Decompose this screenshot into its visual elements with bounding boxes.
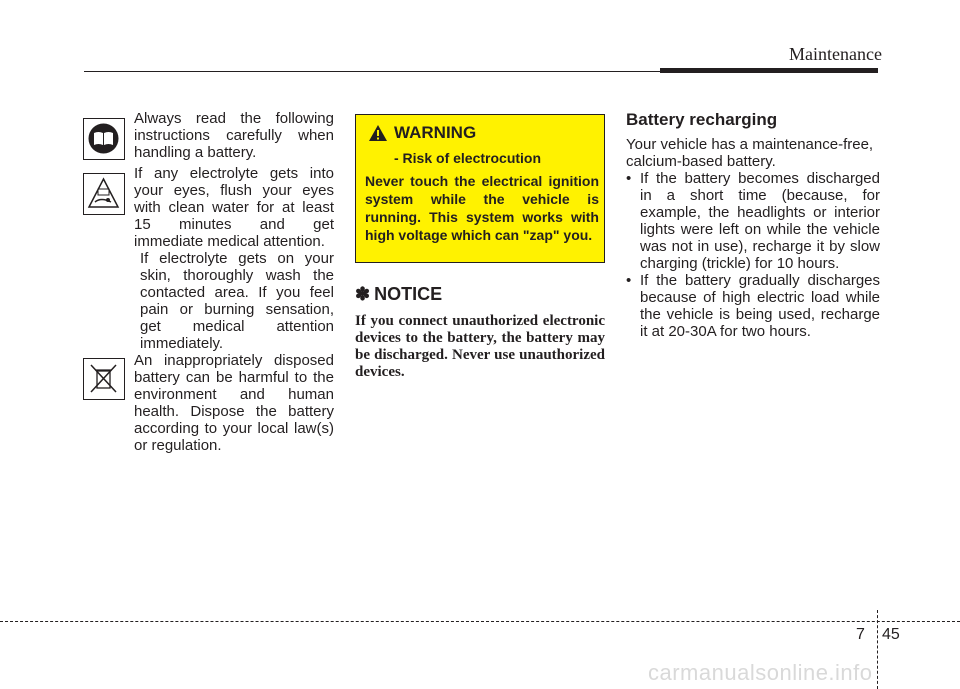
- eye-contact-text: If any electrolyte gets into your eyes, flush your eyes with clean water for at least 15 minutes and get immediate medical attention.: [134, 165, 334, 250]
- warning-header: [368, 123, 476, 143]
- watermark: carmanualsonline.info: [648, 660, 873, 685]
- list-item-text: If the battery gradually discharges because of high electric load while the vehicle is being used, recharge it at 20-30A for two hours.: [640, 272, 880, 340]
- warning-triangle-icon: [368, 124, 388, 142]
- header-rule: [84, 71, 664, 72]
- header-title: Maintenance: [789, 44, 882, 64]
- warning-body: Never touch the electrical ignition system while the vehicle is running. This system works with high voltage which can "zap" you.: [365, 173, 599, 243]
- list-item: [626, 272, 880, 340]
- disposal-text: An inappropriately disposed battery can be harmful to the environment and human health. Dispose the battery according to your local law(s) or regulation.: [134, 352, 334, 454]
- warning-box: [355, 114, 605, 263]
- footer-rule: [0, 621, 960, 622]
- notice-body: If you connect unauthorized electronic devices to the battery, the battery may be discharged. Never use unauthorized devices.: [355, 313, 605, 380]
- read-manual-icon: [83, 118, 125, 160]
- notice-title: NOTICE: [374, 284, 443, 304]
- chapter-number: 7: [856, 626, 865, 643]
- section-title: Battery recharging: [626, 110, 778, 129]
- list-item: [626, 170, 880, 272]
- instruction-read-text: Always read the following instructions carefully when handling a battery.: [134, 110, 334, 161]
- crossed-bin-icon: [83, 358, 125, 400]
- footer-divider: [877, 610, 878, 689]
- skin-contact-text: If electrolyte gets on your skin, thoroughly wash the contacted area. If you feel pain or burning sensation, get medical attention immediately.: [140, 250, 334, 352]
- list-item-text: If the battery becomes discharged in a short time (because, for example, the headlights or interior lights were left on while the vehicle was not in use), recharge it by slow charging (trickle) for 10 hours.: [640, 170, 880, 272]
- section-intro: Your vehicle has a maintenance-free, calcium-based battery.: [626, 136, 874, 170]
- notice-header: [355, 284, 442, 305]
- bullet-dot: •: [626, 170, 632, 187]
- page-number: 45: [882, 626, 900, 643]
- bullet-dot: •: [626, 272, 632, 289]
- warning-subtitle: - Risk of electrocution: [394, 150, 542, 166]
- electrolyte-hazard-icon: [83, 173, 125, 215]
- warning-title: WARNING: [394, 123, 477, 142]
- header-rule-accent: [660, 68, 878, 73]
- notice-star-icon: ✽: [355, 284, 371, 304]
